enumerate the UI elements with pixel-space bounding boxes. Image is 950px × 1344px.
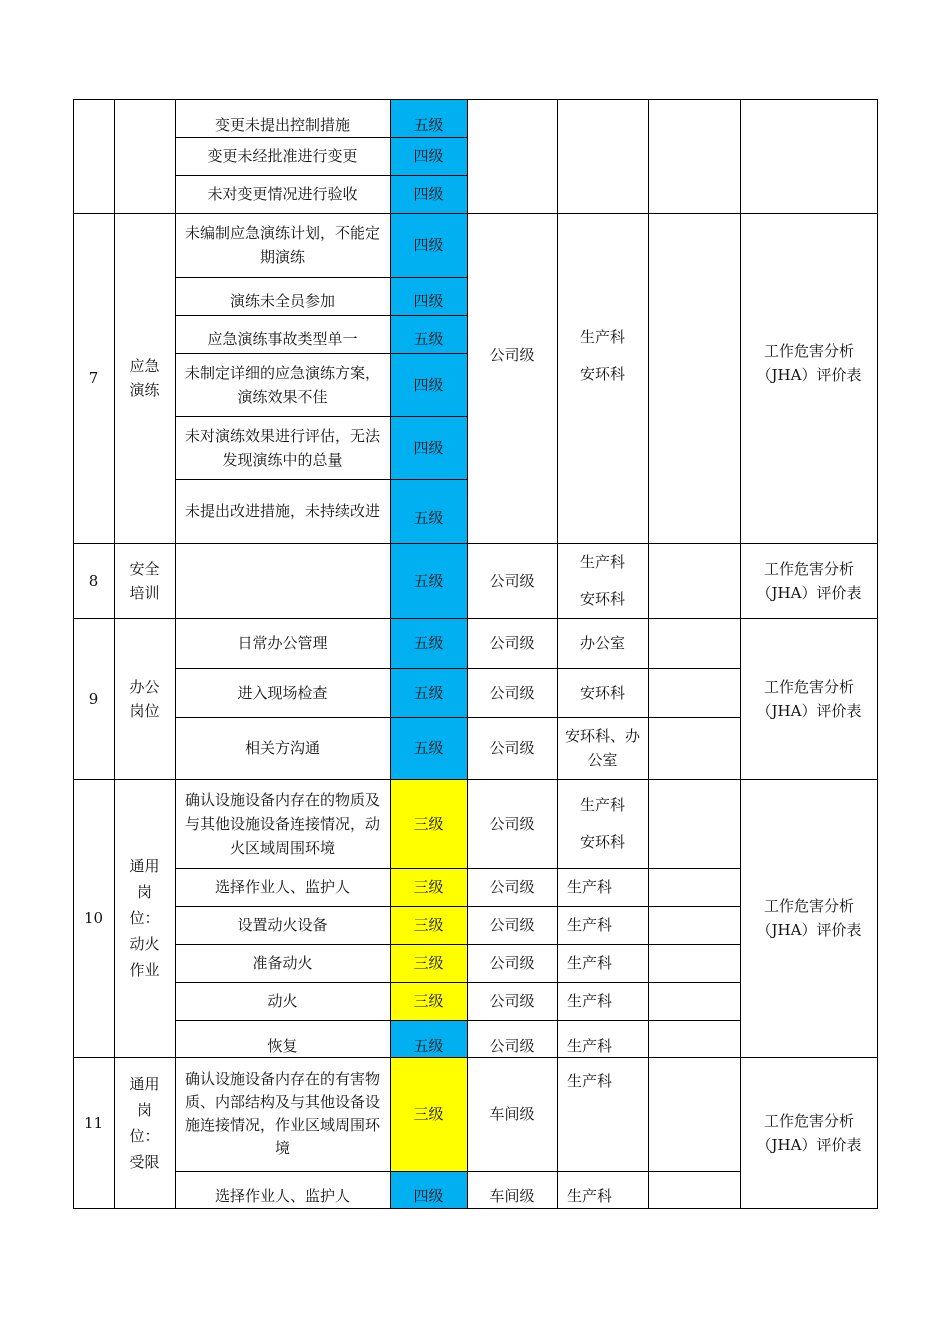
subrow-divider bbox=[175, 944, 740, 945]
control-scope: 公司级 bbox=[489, 992, 535, 1010]
dept-line: 安环科 bbox=[579, 364, 625, 383]
hazard-item: 选择作业人、监护人 bbox=[214, 878, 350, 896]
risk-level-badge: 四级 bbox=[390, 1171, 467, 1209]
responsible-dept: 生产科 bbox=[567, 992, 613, 1010]
hazard-item: 未提出改进措施，未持续改进 bbox=[184, 502, 380, 520]
subrow-divider bbox=[175, 868, 740, 869]
hazard-item: 应急演练事故类型单一 bbox=[207, 330, 358, 348]
col-divider bbox=[557, 99, 558, 1209]
responsible-dept: 办公室 bbox=[579, 634, 625, 652]
col-divider bbox=[390, 99, 391, 1209]
table-border bbox=[877, 99, 878, 1209]
method-line: 工作危害分析 bbox=[763, 677, 854, 696]
subrow-divider bbox=[175, 277, 467, 278]
responsible-dept bbox=[557, 543, 648, 618]
control-scope: 公司级 bbox=[489, 739, 535, 757]
task-name: 通用岗位：动火作业 bbox=[129, 857, 160, 979]
risk-level-badge: 三级 bbox=[390, 906, 467, 944]
risk-level-badge: 五级 bbox=[390, 618, 467, 668]
col-divider bbox=[175, 99, 176, 1209]
responsible-dept: 生产科 bbox=[567, 1187, 613, 1205]
responsible-dept bbox=[557, 779, 648, 868]
hazard-item: 确认设施设备内存在的有害物质、内部结构及与其他设备设施连接情况，作业区域周围环境 bbox=[184, 1070, 380, 1157]
risk-level-badge: 五级 bbox=[390, 315, 467, 353]
table-border bbox=[73, 1208, 878, 1209]
method-line: （JHA）评价表 bbox=[756, 921, 862, 939]
control-scope: 公司级 bbox=[489, 683, 535, 702]
task-name: 应急演练 bbox=[129, 357, 160, 399]
responsible-dept: 生产科 bbox=[567, 1036, 613, 1055]
evaluation-method bbox=[740, 213, 878, 543]
hazard-item: 未对变更情况进行验收 bbox=[207, 185, 358, 203]
risk-level-badge: 三级 bbox=[390, 1057, 467, 1171]
row-number: 7 bbox=[88, 369, 99, 387]
col-divider bbox=[648, 99, 649, 1209]
subrow-divider bbox=[175, 315, 467, 316]
method-line: 工作危害分析 bbox=[763, 1112, 854, 1130]
hazard-item: 恢复 bbox=[267, 1036, 298, 1055]
method-line: （JHA）评价表 bbox=[756, 1136, 862, 1154]
risk-level-badge: 四级 bbox=[390, 137, 467, 175]
risk-assessment-table bbox=[73, 99, 878, 1209]
row-number: 9 bbox=[88, 689, 99, 708]
control-scope: 公司级 bbox=[489, 954, 535, 972]
method-line: 工作危害分析 bbox=[763, 559, 854, 578]
dept-line: 安环科 bbox=[579, 590, 625, 608]
risk-level-badge: 三级 bbox=[390, 982, 467, 1020]
risk-level-badge: 五级 bbox=[390, 668, 467, 717]
responsible-dept: 生产科 bbox=[567, 954, 613, 972]
responsible-dept: 生产科 bbox=[567, 1072, 613, 1090]
control-scope: 车间级 bbox=[489, 1187, 535, 1205]
risk-level-badge: 三级 bbox=[390, 868, 467, 906]
risk-level-badge: 三级 bbox=[390, 944, 467, 982]
risk-level-badge: 三级 bbox=[390, 779, 467, 868]
row-divider bbox=[73, 1057, 878, 1058]
row-number: 11 bbox=[83, 1114, 104, 1132]
task-name: 办公岗位 bbox=[129, 677, 160, 720]
hazard-item: 未编制应急演练计划，不能定期演练 bbox=[184, 224, 380, 266]
hazard-item: 日常办公管理 bbox=[237, 634, 328, 652]
control-scope: 公司级 bbox=[489, 814, 535, 833]
hazard-item: 确认设施设备内存在的物质及与其他设施设备连接情况，动火区域周围环境 bbox=[184, 790, 380, 857]
task-name: 安全培训 bbox=[129, 559, 160, 602]
row-number: 8 bbox=[88, 571, 99, 590]
table-border bbox=[73, 99, 878, 100]
responsible-dept: 生产科 bbox=[567, 916, 613, 934]
risk-level-badge: 五级 bbox=[390, 99, 467, 137]
control-scope: 公司级 bbox=[489, 346, 535, 364]
hazard-item: 动火 bbox=[267, 992, 298, 1010]
control-scope: 公司级 bbox=[489, 916, 535, 934]
subrow-divider bbox=[175, 668, 740, 669]
responsible-dept: 安环科 bbox=[579, 683, 625, 702]
hazard-item: 未制定详细的应急演练方案，演练效果不佳 bbox=[184, 363, 380, 406]
method-line: （JHA）评价表 bbox=[756, 583, 862, 602]
control-scope: 公司级 bbox=[489, 878, 535, 896]
risk-level-badge: 五级 bbox=[390, 717, 467, 779]
risk-level-badge: 五级 bbox=[390, 543, 467, 618]
hazard-item: 准备动火 bbox=[252, 954, 313, 972]
table-border bbox=[73, 99, 74, 1209]
subrow-divider bbox=[175, 479, 467, 480]
row-number: 10 bbox=[83, 909, 104, 927]
risk-level-badge: 五级 bbox=[390, 479, 467, 543]
hazard-item: 变更未经批准进行变更 bbox=[207, 147, 358, 165]
row-divider bbox=[73, 618, 878, 619]
dept-line: 生产科 bbox=[579, 327, 625, 346]
row-divider bbox=[73, 213, 878, 214]
risk-level-badge: 四级 bbox=[390, 416, 467, 479]
hazard-item: 选择作业人、监护人 bbox=[214, 1187, 350, 1205]
method-line: （JHA）评价表 bbox=[756, 701, 862, 720]
risk-level-badge: 五级 bbox=[390, 1020, 467, 1057]
hazard-item: 设置动火设备 bbox=[237, 916, 328, 934]
control-scope: 公司级 bbox=[489, 1036, 535, 1055]
control-scope: 公司级 bbox=[489, 571, 535, 590]
hazard-item: 进入现场检查 bbox=[237, 683, 328, 702]
col-divider bbox=[114, 99, 115, 1209]
risk-level-badge: 四级 bbox=[390, 175, 467, 213]
evaluation-method bbox=[740, 779, 878, 1057]
subrow-divider bbox=[175, 416, 467, 417]
subrow-divider bbox=[175, 175, 467, 176]
responsible-dept: 安环科、办公室 bbox=[565, 727, 641, 769]
method-line: 工作危害分析 bbox=[763, 342, 854, 360]
risk-level-badge: 四级 bbox=[390, 353, 467, 416]
control-scope: 公司级 bbox=[489, 634, 535, 652]
method-line: （JHA）评价表 bbox=[756, 366, 862, 384]
hazard-item: 相关方沟通 bbox=[244, 739, 320, 757]
subrow-divider bbox=[175, 1171, 740, 1172]
col-divider bbox=[467, 99, 468, 1209]
evaluation-method bbox=[740, 543, 878, 618]
risk-level-badge: 四级 bbox=[390, 277, 467, 315]
subrow-divider bbox=[175, 137, 467, 138]
hazard-item: 变更未提出控制措施 bbox=[214, 116, 350, 134]
subrow-divider bbox=[175, 353, 467, 354]
method-line: 工作危害分析 bbox=[763, 897, 854, 915]
dept-line: 生产科 bbox=[579, 553, 625, 571]
row-divider bbox=[73, 543, 878, 544]
col-divider bbox=[740, 99, 741, 1209]
control-scope: 车间级 bbox=[489, 1105, 535, 1123]
evaluation-method bbox=[740, 1057, 878, 1209]
responsible-dept: 生产科 bbox=[567, 878, 613, 896]
dept-line: 生产科 bbox=[579, 796, 625, 814]
subrow-divider bbox=[175, 982, 740, 983]
subrow-divider bbox=[175, 1020, 740, 1021]
subrow-divider bbox=[175, 717, 740, 718]
task-name: 通用岗位：受限 bbox=[129, 1075, 160, 1171]
risk-level-badge: 四级 bbox=[390, 213, 467, 277]
responsible-dept bbox=[557, 213, 648, 543]
hazard-item: 未对演练效果进行评估，无法发现演练中的总量 bbox=[184, 426, 380, 469]
dept-line: 安环科 bbox=[579, 833, 625, 851]
hazard-item: 演练未全员参加 bbox=[229, 292, 335, 310]
subrow-divider bbox=[175, 906, 740, 907]
evaluation-method bbox=[740, 618, 878, 779]
row-divider bbox=[73, 779, 878, 780]
